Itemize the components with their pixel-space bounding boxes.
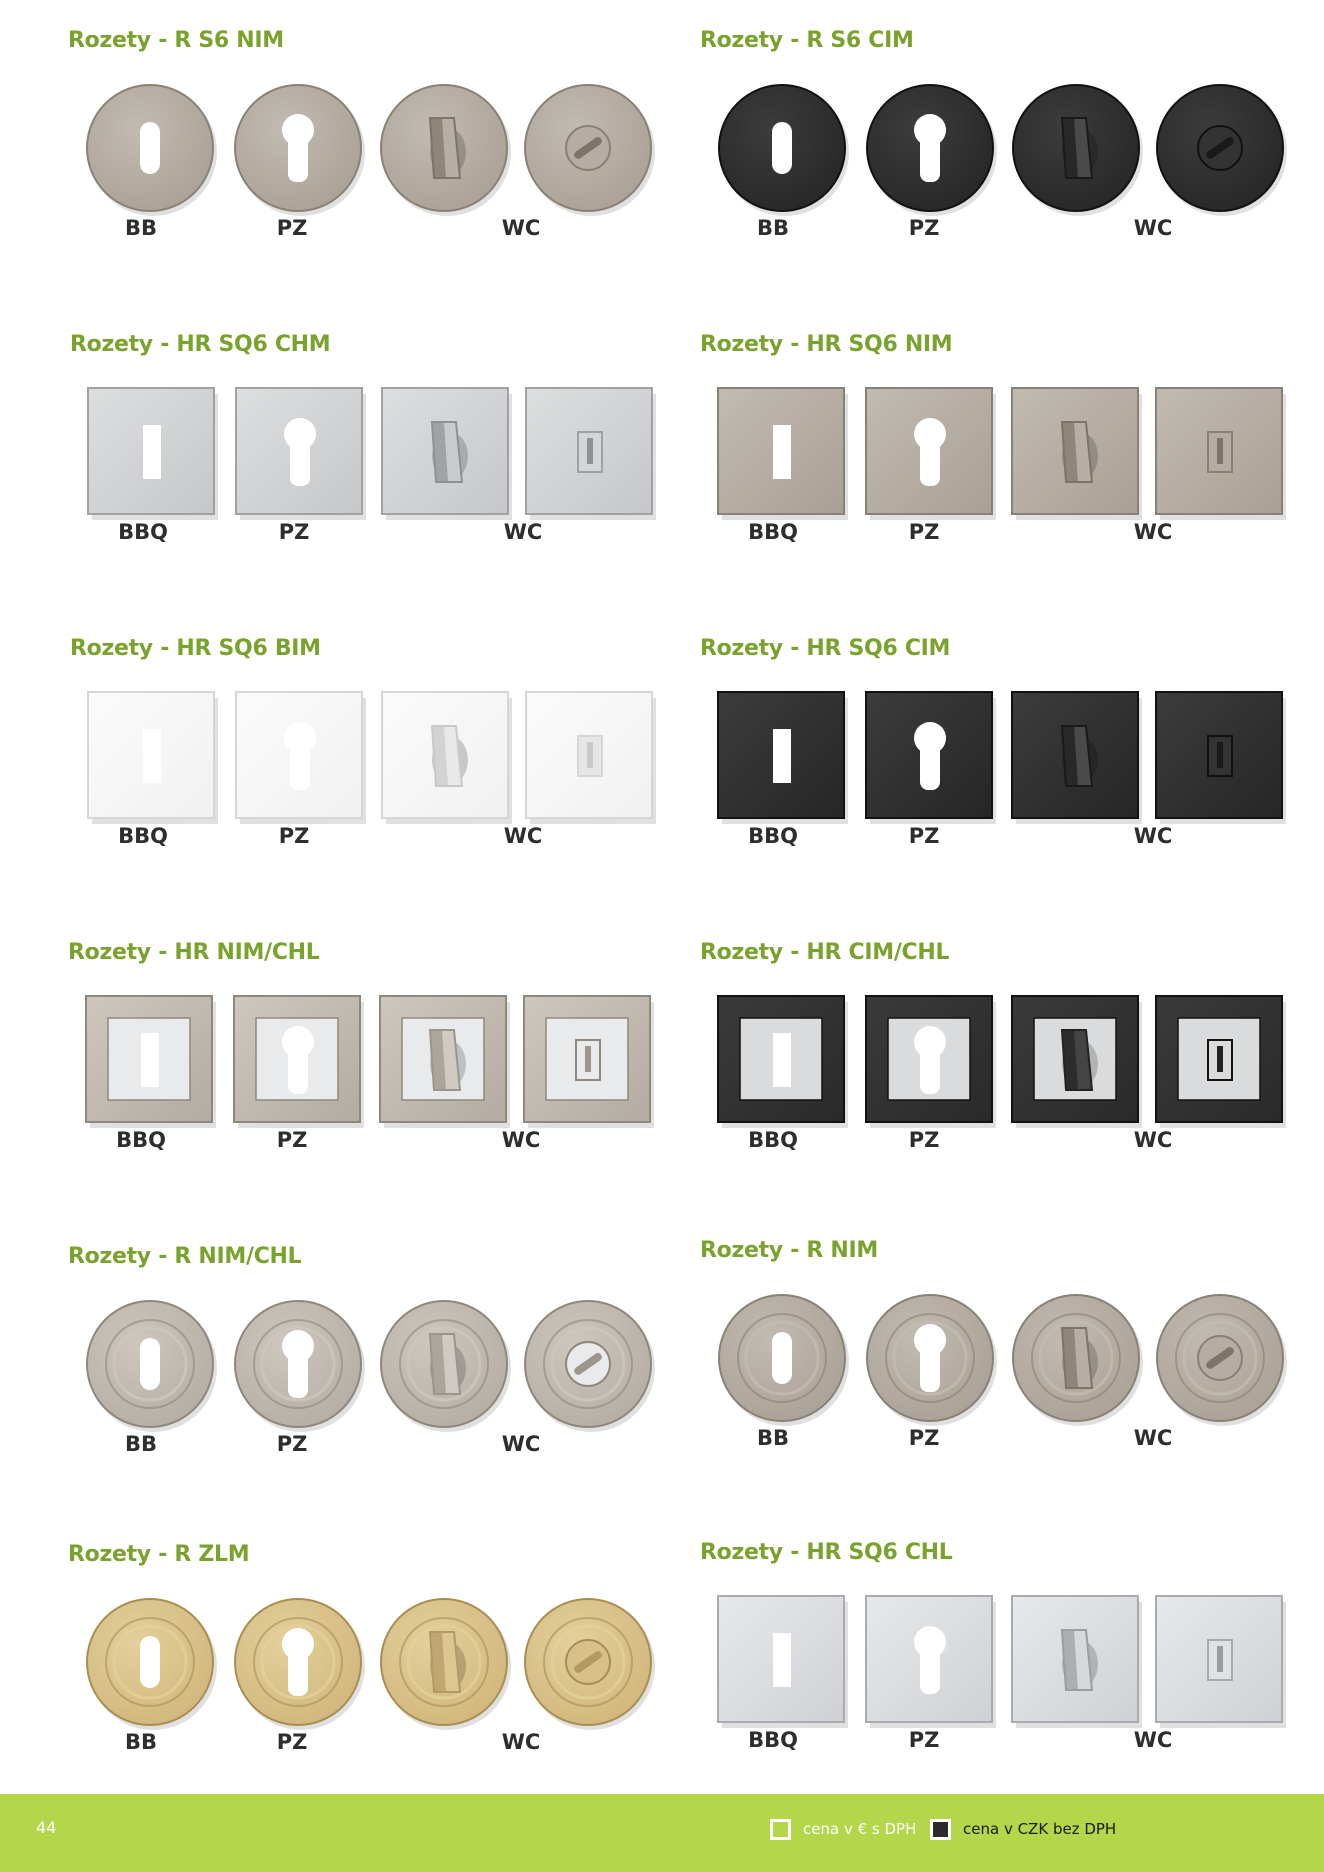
wc-rosette-image [376, 382, 516, 522]
section-title: Rozety - HR SQ6 NIM [700, 332, 953, 357]
wc-rosette-image [376, 686, 516, 826]
legend-eur-with-vat [770, 1814, 916, 1844]
type-label-pz: PZ [276, 1128, 308, 1152]
pz-rosette-image [228, 990, 368, 1130]
bbq-rosette-image [712, 382, 852, 522]
wc-rosette-image-back [1150, 686, 1290, 826]
section-title: Rozety - HR SQ6 CIM [700, 636, 951, 661]
product-images [700, 1288, 1320, 1428]
product-images [700, 990, 1320, 1130]
type-label-bb: BB [756, 216, 790, 240]
rosette-section [68, 940, 688, 1240]
type-label-wc: WC [503, 520, 543, 544]
type-label-pz: PZ [278, 824, 310, 848]
section-title: Rozety - HR CIM/CHL [700, 940, 950, 965]
type-label-bbq: BBQ [748, 824, 798, 848]
pz-rosette-image [230, 686, 370, 826]
wc-rosette-image-back [520, 382, 660, 522]
rosette-section [700, 940, 1320, 1240]
bbq-rosette-image [82, 382, 222, 522]
section-title: Rozety - R S6 NIM [68, 28, 284, 53]
product-images [700, 78, 1320, 218]
rosette-section [700, 28, 1320, 328]
type-labels [700, 1426, 1320, 1456]
bbq-rosette-image [712, 990, 852, 1130]
type-labels [700, 1728, 1320, 1758]
bb-rosette-image [80, 78, 220, 218]
type-label-bbq: BBQ [748, 520, 798, 544]
wc-rosette-image-back [1150, 1590, 1290, 1730]
rosette-section [700, 636, 1320, 936]
wc-rosette-image-back [1150, 1288, 1290, 1428]
bbq-rosette-image [712, 686, 852, 826]
type-label-bb: BB [124, 1730, 158, 1754]
type-label-wc: WC [501, 1128, 541, 1152]
type-label-bbq: BBQ [748, 1128, 798, 1152]
product-images [68, 1294, 688, 1434]
type-labels [68, 1730, 688, 1760]
type-label-pz: PZ [276, 1730, 308, 1754]
wc-rosette-image-back [1150, 990, 1290, 1130]
section-title: Rozety - R NIM/CHL [68, 1244, 302, 1269]
product-images [700, 382, 1320, 522]
type-label-wc: WC [1133, 1728, 1173, 1752]
product-images [700, 686, 1320, 826]
type-labels [68, 216, 688, 246]
pz-rosette-image [860, 1288, 1000, 1428]
pz-rosette-image [228, 78, 368, 218]
type-label-wc: WC [501, 1432, 541, 1456]
wc-rosette-image-back [518, 1294, 658, 1434]
wc-rosette-image [1006, 1590, 1146, 1730]
product-images [70, 686, 690, 826]
type-labels [68, 1432, 688, 1462]
pz-rosette-image [860, 990, 1000, 1130]
type-label-pz: PZ [908, 216, 940, 240]
rosette-section [68, 28, 688, 328]
wc-rosette-image [1006, 686, 1146, 826]
type-label-pz: PZ [908, 824, 940, 848]
type-label-wc: WC [501, 216, 541, 240]
legend-czk-without-vat [930, 1814, 1116, 1844]
footer-bar [0, 1794, 1324, 1872]
type-label-wc: WC [503, 824, 543, 848]
type-labels [700, 1128, 1320, 1158]
type-labels [700, 216, 1320, 246]
type-label-wc: WC [1133, 1128, 1173, 1152]
type-label-pz: PZ [908, 1128, 940, 1152]
type-label-bb: BB [756, 1426, 790, 1450]
rosette-section [70, 636, 690, 936]
pz-rosette-image [860, 1590, 1000, 1730]
bbq-rosette-image [82, 686, 222, 826]
type-label-wc: WC [1133, 824, 1173, 848]
section-title: Rozety - R NIM [700, 1238, 878, 1263]
pz-rosette-image [228, 1294, 368, 1434]
legend-czk-label: cena v CZK bez DPH [963, 1820, 1117, 1838]
product-images [70, 382, 690, 522]
section-title: Rozety - R ZLM [68, 1542, 250, 1567]
type-label-bbq: BBQ [118, 824, 168, 848]
pz-rosette-image [228, 1592, 368, 1732]
section-title: Rozety - HR SQ6 CHL [700, 1540, 953, 1565]
type-labels [68, 1128, 688, 1158]
section-title: Rozety - HR NIM/CHL [68, 940, 320, 965]
type-label-pz: PZ [908, 1728, 940, 1752]
type-labels [70, 520, 690, 550]
product-images [68, 78, 688, 218]
wc-rosette-image-back [518, 78, 658, 218]
legend-filled-box-icon [930, 1819, 951, 1840]
wc-rosette-image-back [518, 1592, 658, 1732]
wc-rosette-image [1006, 382, 1146, 522]
pz-rosette-image [860, 78, 1000, 218]
pz-rosette-image [860, 382, 1000, 522]
bbq-rosette-image [80, 990, 220, 1130]
section-title: Rozety - R S6 CIM [700, 28, 914, 53]
product-images [68, 1592, 688, 1732]
wc-rosette-image-back [1150, 382, 1290, 522]
type-label-pz: PZ [278, 520, 310, 544]
product-images [700, 1590, 1320, 1730]
type-label-bb: BB [124, 1432, 158, 1456]
wc-rosette-image [1006, 78, 1146, 218]
pz-rosette-image [860, 686, 1000, 826]
rosette-section [70, 332, 690, 632]
type-label-pz: PZ [908, 520, 940, 544]
type-label-pz: PZ [908, 1426, 940, 1450]
type-label-bbq: BBQ [116, 1128, 166, 1152]
bbq-rosette-image [712, 1590, 852, 1730]
page-number: 44 [36, 1818, 57, 1837]
type-label-wc: WC [1133, 520, 1173, 544]
wc-rosette-image [374, 1592, 514, 1732]
rosette-section [700, 1238, 1320, 1538]
wc-rosette-image-back [1150, 78, 1290, 218]
wc-rosette-image [1006, 990, 1146, 1130]
pz-rosette-image [230, 382, 370, 522]
type-label-bbq: BBQ [118, 520, 168, 544]
section-title: Rozety - HR SQ6 CHM [70, 332, 331, 357]
bb-rosette-image [80, 1592, 220, 1732]
legend-eur-label: cena v € s DPH [803, 1820, 917, 1838]
type-label-wc: WC [1133, 1426, 1173, 1450]
section-title: Rozety - HR SQ6 BIM [70, 636, 321, 661]
bb-rosette-image [712, 1288, 852, 1428]
type-labels [70, 824, 690, 854]
bb-rosette-image [80, 1294, 220, 1434]
type-label-wc: WC [1133, 216, 1173, 240]
rosette-section [68, 1244, 688, 1544]
wc-rosette-image-back [518, 990, 658, 1130]
rosette-section [700, 332, 1320, 632]
wc-rosette-image-back [520, 686, 660, 826]
legend-outline-box-icon [770, 1819, 791, 1840]
bb-rosette-image [712, 78, 852, 218]
type-label-pz: PZ [276, 1432, 308, 1456]
type-label-pz: PZ [276, 216, 308, 240]
wc-rosette-image [374, 78, 514, 218]
type-labels [700, 824, 1320, 854]
wc-rosette-image [374, 1294, 514, 1434]
type-label-bb: BB [124, 216, 158, 240]
wc-rosette-image [1006, 1288, 1146, 1428]
wc-rosette-image [374, 990, 514, 1130]
type-labels [700, 520, 1320, 550]
product-images [68, 990, 688, 1130]
type-label-wc: WC [501, 1730, 541, 1754]
type-label-bbq: BBQ [748, 1728, 798, 1752]
